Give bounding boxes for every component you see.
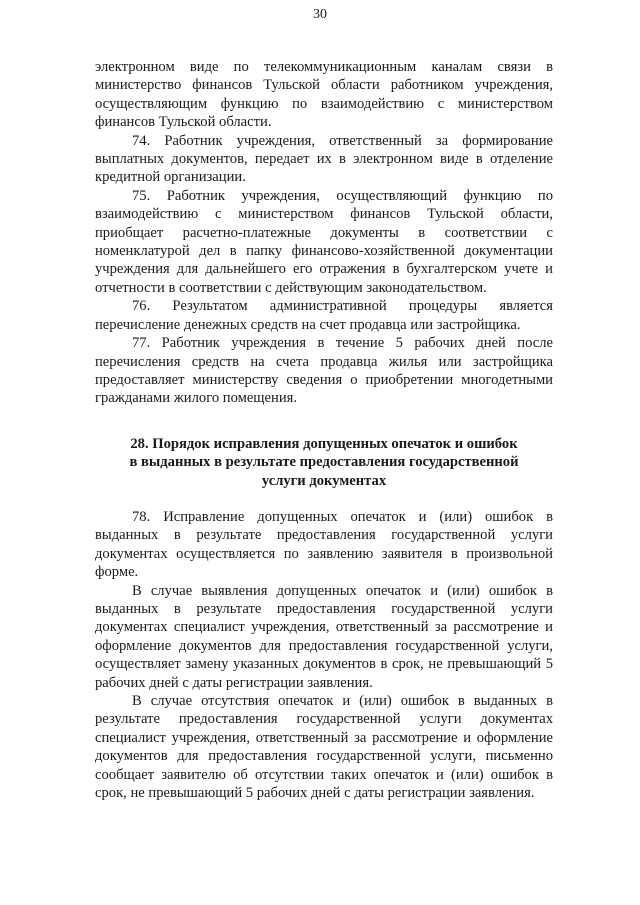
document-body (95, 58, 553, 802)
paragraph-continuation: электронном виде по телекоммуникационным каналам связи в министерство финансов Тульской области работником учреждения, осуществляющим функцию по взаимодействию с министерством финансов Тульской области. (95, 59, 553, 131)
section-heading-line-3: услуги документах (261, 472, 387, 489)
paragraph-75: 75. Работник учреждения, осуществляющий функцию по взаимодействию с министерством финансов Тульской области, приобщает расчетно-платежные документы в соответствии с номенклатурой дел в папку финансово-хозяйственной документации учреждения для дальнейшего его отражения в бухгалтерском учете и отчетности в соответствии с действующим законодательством. (95, 187, 553, 296)
paragraph-no-errors: В случае отсутствия опечаток и (или) ошибок в выданных в результате предоставления государственной услуги документах специалист учреждения, ответственный за рассмотрение и оформление документов для предоставления государственной услуги, письменно сообщает заявителю об отсутствии таких опечаток и (или) ошибок в срок, не превышающий 5 рабочих дней с даты регистрации заявления. (95, 693, 553, 802)
section-heading-line-2: в выданных в результате предоставления государственной (129, 454, 519, 471)
section-heading-line-1: 28. Порядок исправления допущенных опечаток и ошибок (130, 435, 518, 452)
heading-spacer (95, 490, 553, 508)
paragraph-76: 76. Результатом административной процедуры является перечисление денежных средств на счет продавца или застройщика. (95, 298, 553, 333)
section-heading (95, 435, 553, 490)
paragraph-77: 77. Работник учреждения в течение 5 рабочих дней после перечисления средств на счета продавца жилья или застройщика предоставляет министерству сведения о приобретении многодетными гражданами жилого помещения. (95, 335, 553, 407)
paragraph-78: 78. Исправление допущенных опечаток и (или) ошибок в выданных в результате предоставления государственной услуги документах осуществляется по заявлению заявителя в произвольной форме. (95, 508, 553, 581)
page-number: 30 (313, 7, 327, 22)
paragraph-74: 74. Работник учреждения, ответственный за формирование выплатных документов, передает их в электронном виде в отделение кредитной организации. (95, 132, 553, 186)
paragraph-errors-found: В случае выявления допущенных опечаток и (или) ошибок в выданных в результате предоставления государственной услуги документах специалист учреждения, ответственный за рассмотрение и оформление документов для предоставления государственной услуги, осуществляет замену указанных документов в срок, не превышающий 5 рабочих дней с даты регистрации заявления. (95, 582, 553, 691)
